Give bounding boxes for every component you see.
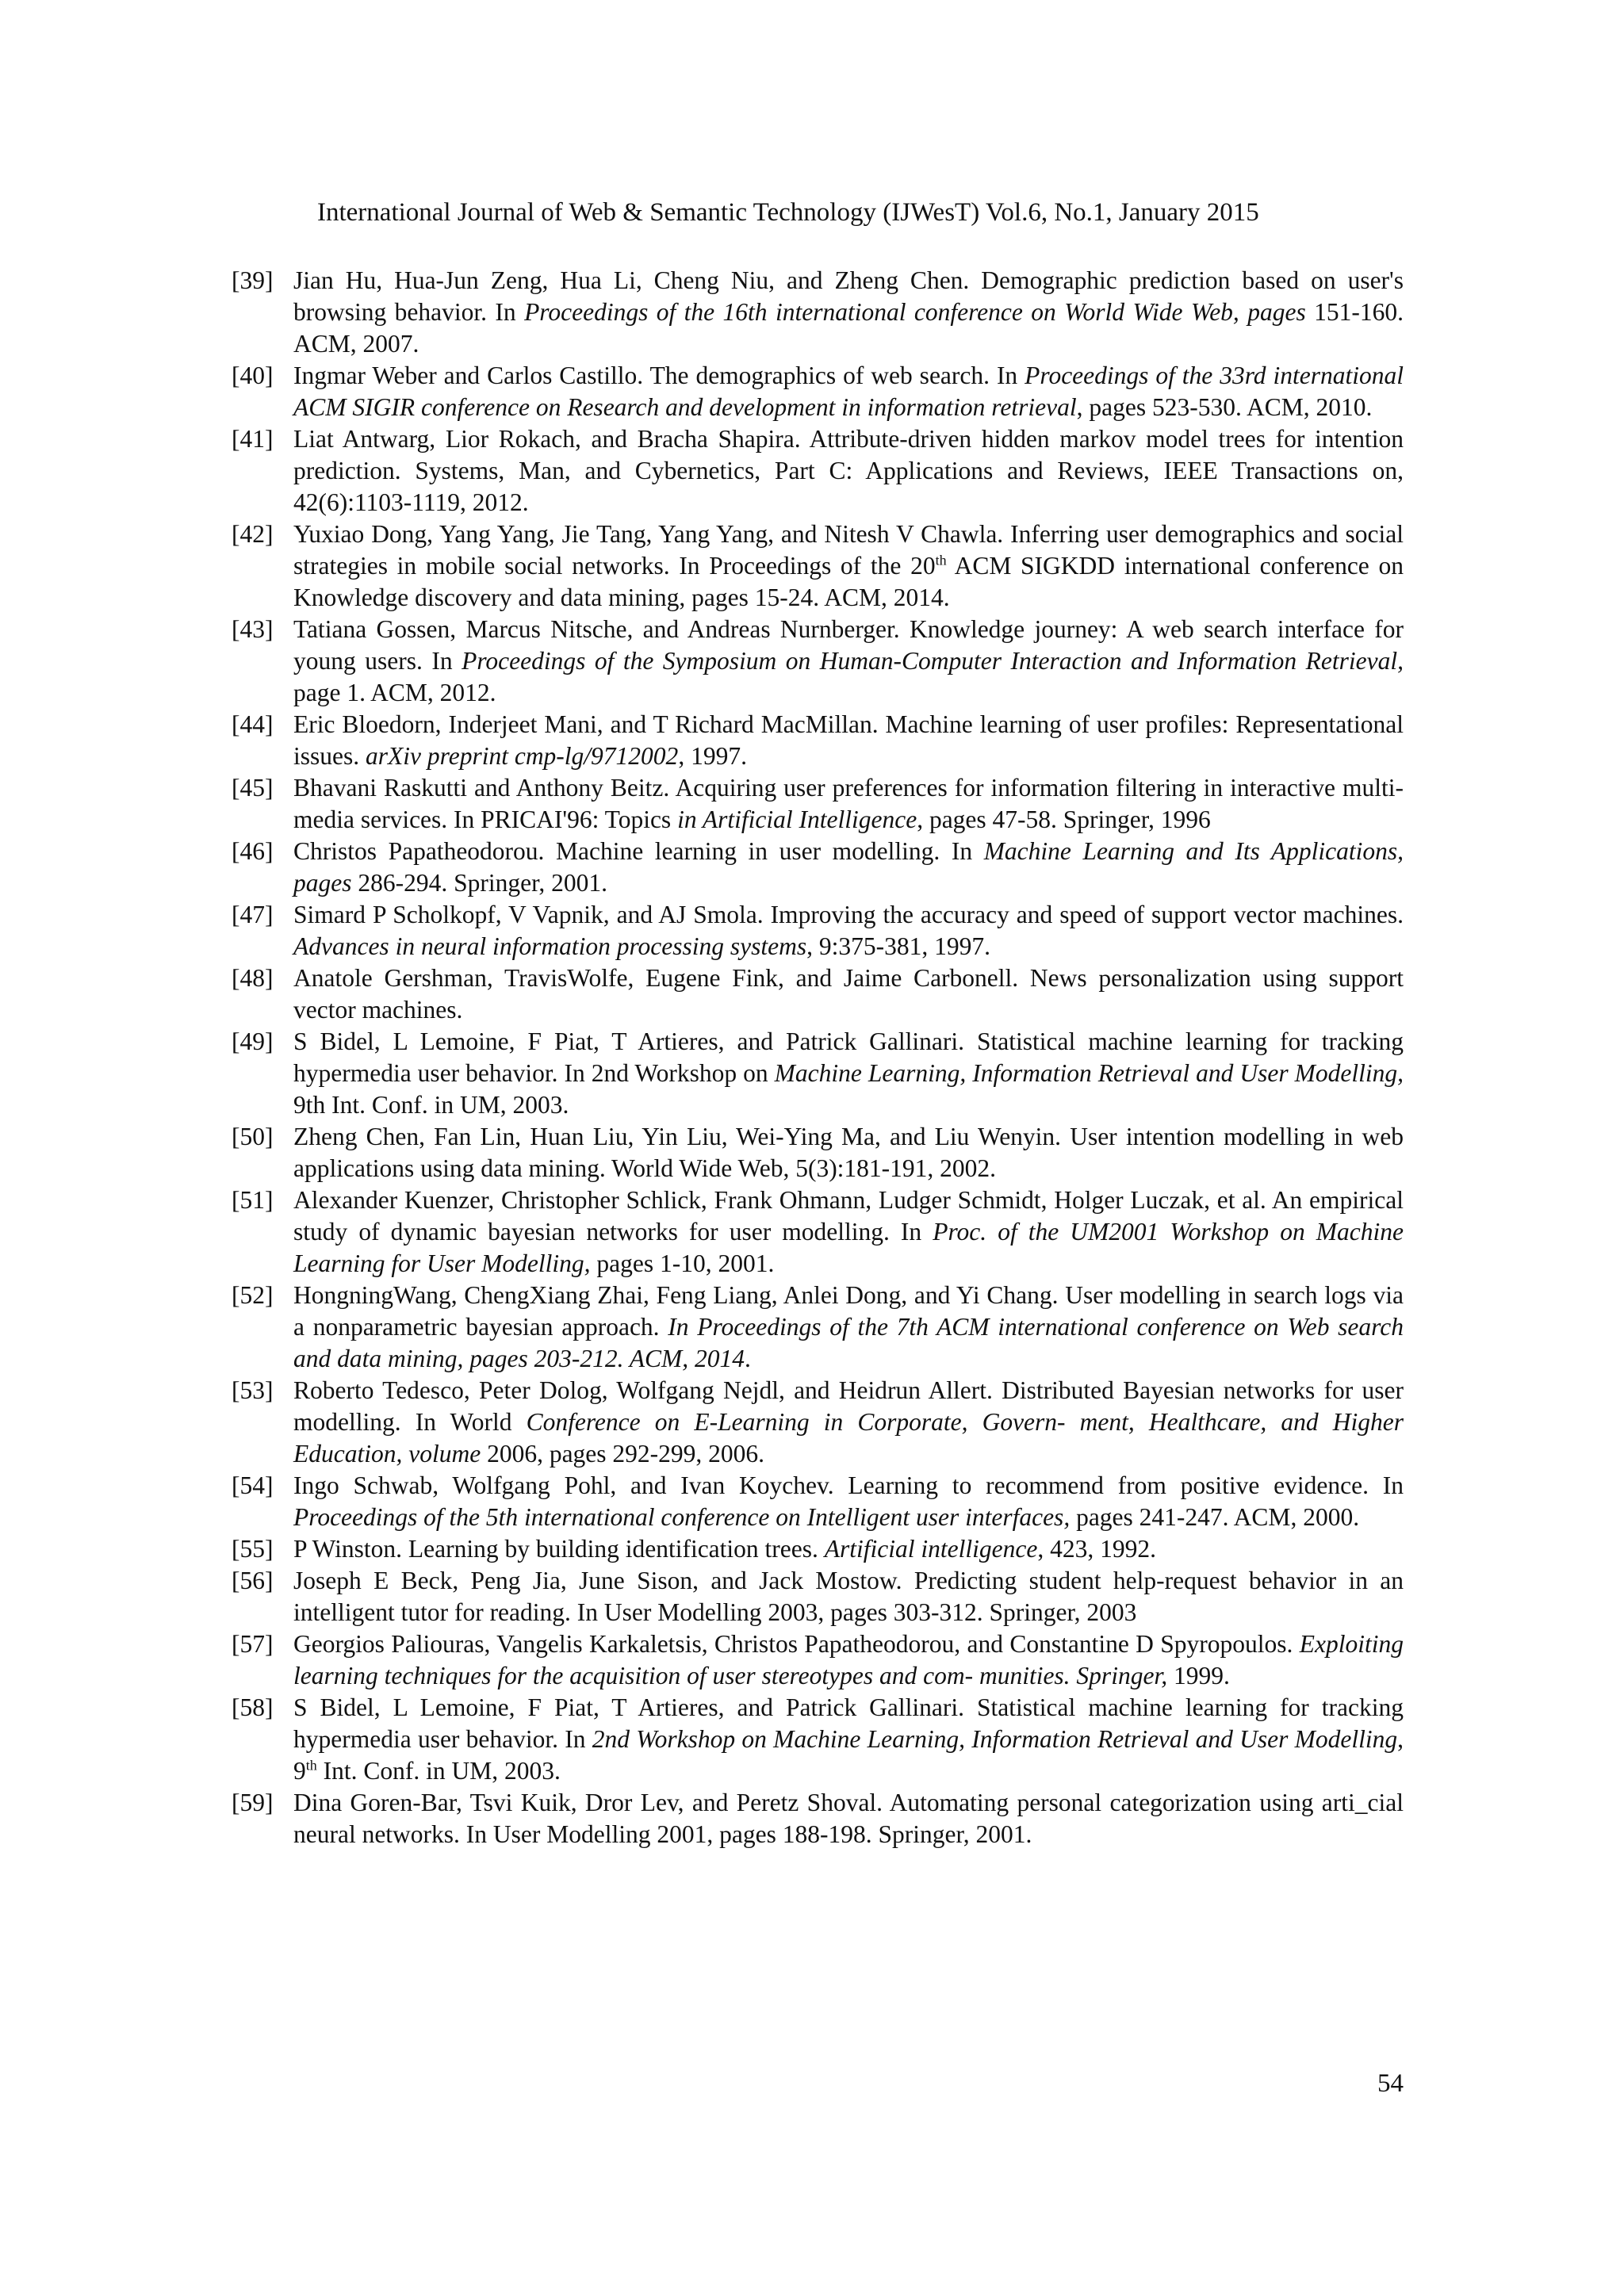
reference-segment: Int. Conf. in UM, 2003. — [316, 1757, 561, 1785]
reference-entry — [232, 423, 1404, 519]
reference-text — [293, 1280, 1404, 1375]
reference-entry — [232, 1565, 1404, 1628]
superscript: th — [935, 552, 947, 568]
reference-text — [293, 360, 1404, 423]
reference-number: [50] — [232, 1123, 274, 1150]
reference-segment: Dina Goren-Bar, Tsvi Kuik, Dror Lev, and Peretz Shoval. Automating personal categorization using arti_cial neural networks. In User Modelling 2001, pages 188-198. Springer, 2001. — [293, 1789, 1404, 1848]
reference-text — [293, 772, 1404, 836]
reference-segment: S Bidel, L Lemoine, F Piat, T Artieres, and Patrick Gallinari. Statistical machine learning for tracking hypermedia user behavior. In 2nd Workshop on — [293, 1027, 1404, 1087]
page-number: 54 — [1377, 2069, 1404, 2098]
reference-segment: Bhavani Raskutti and Anthony Beitz. Acquiring user preferences for information filtering in interactive multi-media services. In PRICAI'96: Topics — [293, 774, 1404, 833]
reference-italic-segment: Machine Learning, Information Retrieval and User Modelling, — [774, 1059, 1404, 1087]
reference-list — [232, 265, 1404, 1850]
reference-segment: . — [745, 1345, 751, 1372]
reference-italic-segment: Advances in neural information processing systems — [293, 932, 807, 960]
reference-segment: pages 241-247. ACM, 2000. — [1070, 1503, 1360, 1531]
reference-entry — [232, 360, 1404, 423]
reference-text — [293, 423, 1404, 519]
reference-segment: page 1. ACM, 2012. — [293, 679, 496, 706]
reference-number: [57] — [232, 1630, 274, 1658]
reference-segment: Georgios Paliouras, Vangelis Karkaletsis, Christos Papatheodorou, and Constantine D Spyropoulos. — [293, 1630, 1300, 1658]
reference-entry — [232, 1121, 1404, 1184]
reference-text — [293, 709, 1404, 772]
reference-number: [40] — [232, 362, 274, 389]
reference-segment: ACM SIGKDD international conference on Knowledge discovery and data mining, pages 15-24. ACM, 2014. — [293, 552, 1404, 611]
reference-italic-segment: Machine Learning and Its Applications, pages — [293, 837, 1404, 897]
reference-text — [293, 1628, 1404, 1692]
reference-segment: Roberto Tedesco, Peter Dolog, Wolfgang Nejdl, and Heidrun Allert. Distributed Bayesian networks for user modelling. In World — [293, 1376, 1404, 1436]
reference-italic-segment: Exploiting learning techniques for the acquisition of user stereotypes and com- munities. Springer, — [293, 1630, 1404, 1689]
reference-entry — [232, 962, 1404, 1026]
reference-italic-segment: in Artificial Intelligence — [677, 806, 917, 833]
reference-segment: P Winston. Learning by building identification trees. — [293, 1535, 825, 1563]
reference-segment: Alexander Kuenzer, Christopher Schlick, Frank Ohmann, Ludger Schmidt, Holger Luczak, et al. An empirical study of dynamic bayesian networks for user modelling. In — [293, 1186, 1404, 1246]
reference-text — [293, 1184, 1404, 1280]
reference-segment: 1999. — [1167, 1662, 1230, 1689]
reference-number: [46] — [232, 837, 274, 865]
reference-segment: 286-294. Springer, 2001. — [351, 869, 607, 897]
reference-number: [56] — [232, 1567, 274, 1594]
reference-text — [293, 1375, 1404, 1470]
reference-number: [47] — [232, 901, 274, 928]
reference-number: [41] — [232, 425, 274, 453]
reference-segment: , 1997. — [678, 742, 747, 770]
reference-segment: 2006, pages 292-299, 2006. — [481, 1440, 765, 1468]
reference-entry — [232, 519, 1404, 614]
reference-segment: , 9:375-381, 1997. — [806, 932, 991, 960]
reference-text — [293, 1470, 1404, 1533]
reference-segment: Christos Papatheodorou. Machine learning in user modelling. In — [293, 837, 984, 865]
superscript: th — [305, 1757, 317, 1774]
reference-text — [293, 836, 1404, 899]
reference-italic-segment: Proceedings of the 5th international conference on Intelligent user interfaces, — [293, 1503, 1071, 1531]
reference-number: [52] — [232, 1281, 274, 1309]
reference-number: [53] — [232, 1376, 274, 1404]
reference-number: [59] — [232, 1789, 274, 1816]
reference-entry — [232, 1533, 1404, 1565]
reference-segment: Tatiana Gossen, Marcus Nitsche, and Andreas Nurnberger. Knowledge journey: A web search interface for young users. In — [293, 615, 1404, 675]
reference-segment: pages 1-10, 2001. — [590, 1249, 775, 1277]
reference-number: [48] — [232, 964, 274, 992]
reference-segment: Jian Hu, Hua-Jun Zeng, Hua Li, Cheng Niu, and Zheng Chen. Demographic prediction based on user's browsing behavior. In — [293, 266, 1404, 326]
reference-number: [58] — [232, 1693, 274, 1721]
reference-text — [293, 1121, 1404, 1184]
reference-segment: , 423, 1992. — [1037, 1535, 1156, 1563]
reference-entry — [232, 1470, 1404, 1533]
reference-entry — [232, 1375, 1404, 1470]
reference-segment: Anatole Gershman, TravisWolfe, Eugene Fink, and Jaime Carbonell. News personalization using support vector machines. — [293, 964, 1404, 1024]
reference-number: [44] — [232, 710, 274, 738]
reference-entry — [232, 709, 1404, 772]
reference-entry — [232, 1184, 1404, 1280]
reference-number: [51] — [232, 1186, 274, 1214]
reference-entry — [232, 836, 1404, 899]
reference-italic-segment: Proc. of the UM2001 Workshop on Machine Learning for User Modelling, — [293, 1218, 1404, 1277]
reference-number: [42] — [232, 520, 274, 548]
reference-segment: , pages 47-58. Springer, 1996 — [917, 806, 1211, 833]
reference-entry — [232, 899, 1404, 962]
reference-text — [293, 614, 1404, 709]
reference-entry — [232, 772, 1404, 836]
reference-number: [55] — [232, 1535, 274, 1563]
reference-number: [43] — [232, 615, 274, 643]
reference-text — [293, 1026, 1404, 1121]
reference-segment: Joseph E Beck, Peng Jia, June Sison, and Jack Mostow. Predicting student help-request behavior in an intelligent tutor for reading. In User Modelling 2003, pages 303-312. Springer, 2003 — [293, 1567, 1404, 1626]
reference-segment: S Bidel, L Lemoine, F Piat, T Artieres, and Patrick Gallinari. Statistical machine learning for tracking hypermedia user behavior. In — [293, 1693, 1404, 1753]
reference-number: [45] — [232, 774, 274, 802]
reference-text — [293, 899, 1404, 962]
reference-segment: 151-160. ACM, 2007. — [293, 298, 1404, 358]
reference-segment: 9th Int. Conf. in UM, 2003. — [293, 1091, 569, 1119]
reference-text — [293, 1533, 1404, 1565]
reference-italic-segment: Artificial intelligence — [824, 1535, 1038, 1563]
reference-text — [293, 1565, 1404, 1628]
reference-italic-segment: Proceedings of the Symposium on Human-Computer Interaction and Information Retrieval, — [462, 647, 1404, 675]
reference-text — [293, 1692, 1404, 1787]
reference-entry — [232, 1787, 1404, 1850]
reference-entry — [232, 1026, 1404, 1121]
reference-segment: Eric Bloedorn, Inderjeet Mani, and T Richard MacMillan. Machine learning of user profiles: Representational issues. — [293, 710, 1404, 770]
reference-segment: Zheng Chen, Fan Lin, Huan Liu, Yin Liu, Wei-Ying Ma, and Liu Wenyin. User intention modelling in web applications using data mining. World Wide Web, 5(3):181-191, 2002. — [293, 1123, 1404, 1182]
reference-entry — [232, 265, 1404, 360]
reference-text — [293, 1787, 1404, 1850]
reference-segment: , 9 — [293, 1725, 1404, 1785]
reference-number: [39] — [232, 266, 274, 294]
reference-italic-segment: Conference on E-Learning in Corporate, Govern- ment, Healthcare, and Higher Education, volume — [293, 1408, 1404, 1468]
reference-segment: Ingo Schwab, Wolfgang Pohl, and Ivan Koychev. Learning to recommend from positive evidence. In — [293, 1471, 1404, 1499]
reference-text — [293, 265, 1404, 360]
reference-entry — [232, 614, 1404, 709]
reference-number: [49] — [232, 1027, 274, 1055]
reference-italic-segment: arXiv preprint cmp-lg/9712002 — [366, 742, 679, 770]
reference-text — [293, 962, 1404, 1026]
reference-entry — [232, 1628, 1404, 1692]
reference-segment: , pages 523-530. ACM, 2010. — [1076, 393, 1373, 421]
reference-segment: HongningWang, ChengXiang Zhai, Feng Liang, Anlei Dong, and Yi Chang. User modelling in search logs via a nonparametric bayesian approach. — [293, 1281, 1404, 1341]
reference-entry — [232, 1280, 1404, 1375]
reference-entry — [232, 1692, 1404, 1787]
reference-italic-segment: Proceedings of the 33rd international ACM SIGIR conference on Research and development in information retrieval — [293, 362, 1404, 421]
reference-italic-segment: 2nd Workshop on Machine Learning, Information Retrieval and User Modelling — [592, 1725, 1398, 1753]
reference-italic-segment: In Proceedings of the 7th ACM international conference on Web search and data mining, pages 203-212. ACM, 2014 — [293, 1313, 1404, 1372]
reference-segment: Yuxiao Dong, Yang Yang, Jie Tang, Yang Yang, and Nitesh V Chawla. Inferring user demographics and social strategies in mobile social networks. In Proceedings of the 20 — [293, 520, 1404, 580]
reference-segment: Simard P Scholkopf, V Vapnik, and AJ Smola. Improving the accuracy and speed of support vector machines. — [293, 901, 1404, 928]
reference-italic-segment: Proceedings of the 16th international conference on World Wide Web, pages — [524, 298, 1306, 326]
running-header: International Journal of Web & Semantic Technology (IJWesT) Vol.6, No.1, January 2015 — [317, 198, 1259, 227]
reference-segment: Ingmar Weber and Carlos Castillo. The demographics of web search. In — [293, 362, 1025, 389]
reference-segment: Liat Antwarg, Lior Rokach, and Bracha Shapira. Attribute-driven hidden markov model trees for intention prediction. Systems, Man, and Cybernetics, Part C: Applications and Reviews, IEEE Transactions on, 42(6):1103-1119, 2012. — [293, 425, 1404, 516]
reference-text — [293, 519, 1404, 614]
reference-number: [54] — [232, 1471, 274, 1499]
